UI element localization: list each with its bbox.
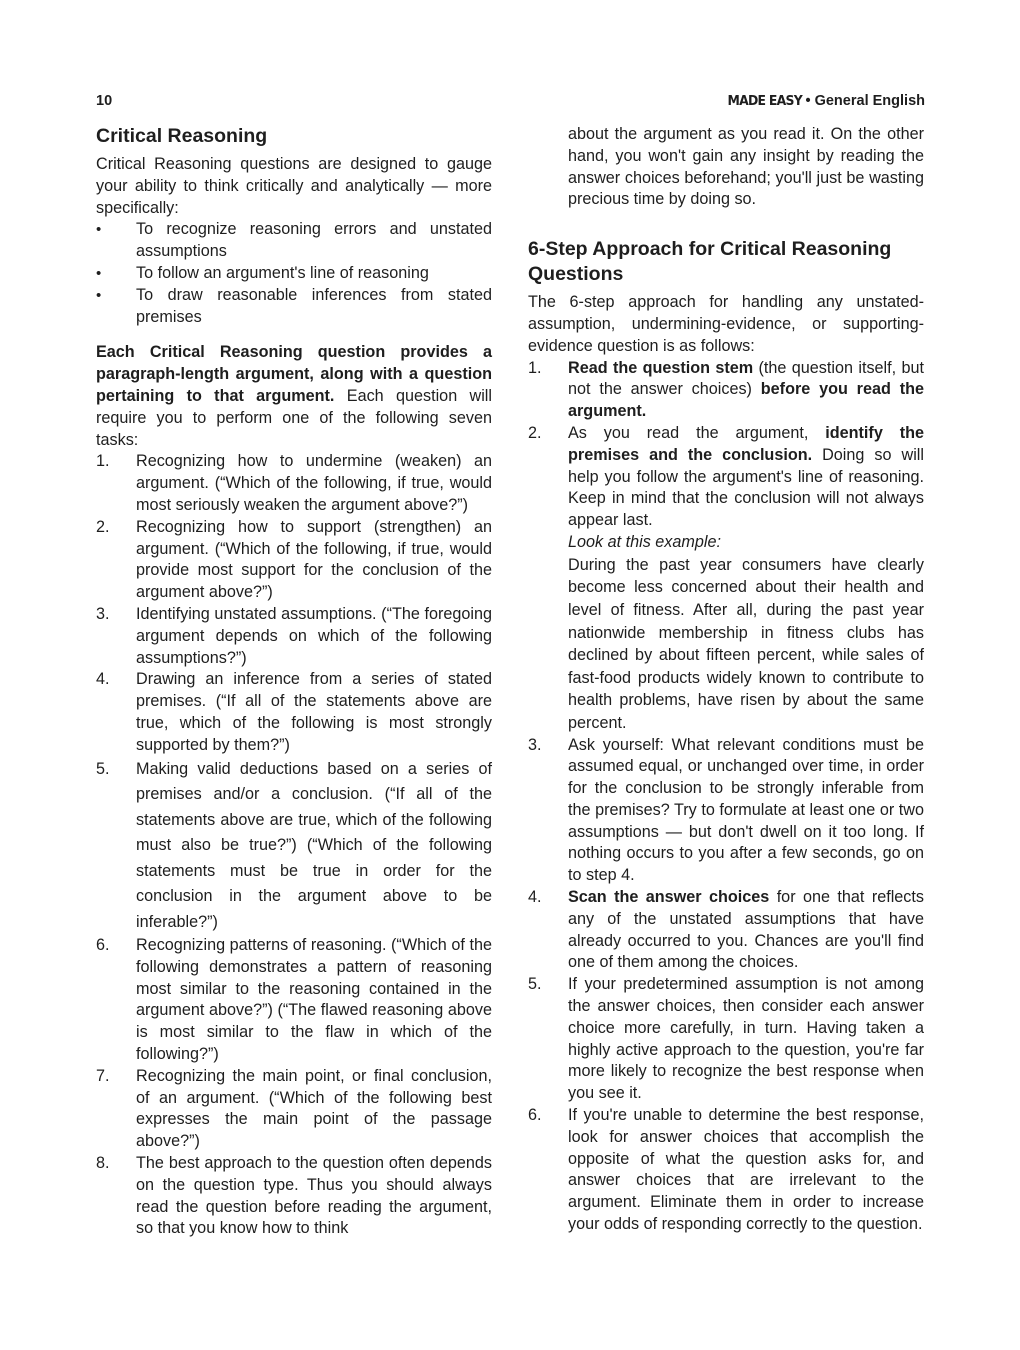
task-list	[96, 451, 492, 1240]
list-item: 5. If your predetermined assumption is not among the answer choices, then consider each answer choice more carefully, in turn. Having taken a highly active approach to the question, you're far more likely to recognize the best response when you see it.	[528, 975, 924, 1103]
bullet-icon: •	[96, 221, 102, 239]
list-item: 1. Read the question stem (the question itself, but not the answer choices) before you read the argument.	[528, 358, 925, 421]
list-item: • To draw reasonable inferences from stated premises	[96, 285, 492, 329]
list-item: 7. Recognizing the main point, or final conclusion, of an argument. (“Which of the following best expresses the main point of the passage above?”)	[96, 1066, 492, 1151]
list-item: 6. Recognizing patterns of reasoning. (“Which of the following demonstrates a pattern of reasoning most similar to the reasoning contained in the argument above?”) (“The flawed reasoning above is most similar to the flaw in which of the following?”)	[96, 936, 492, 1063]
list-item: 8. The best approach to the question often depends on the question type. Thus you should always read the question before reading the argument, so that you know how to think	[96, 1153, 492, 1238]
page-header	[96, 93, 925, 113]
list-item: 1. Recognizing how to undermine (weaken) an argument. (“Which of the following, if true, would most seriously weaken the argument above?”)	[96, 452, 492, 514]
list-item: 3. Ask yourself: What relevant conditions must be assumed equal, or unchanged over time, in order for the conclusion to be strongly inferable from the premises? Try to formulate at least one or two assumptions — but don't dwell on it too long. If nothing occurs to you after a few seconds, go on to step 4.	[528, 735, 924, 885]
bullet-icon: •	[96, 264, 102, 282]
intro-paragraph: The 6-step approach for handling any unstated-assumption, undermining-evidence, or supporting-evidence question is as follows:	[528, 293, 924, 355]
running-head	[721, 93, 925, 109]
tasks-intro-paragraph: Each Critical Reasoning question provides a paragraph-length argument, along with a question pertaining to that argument. Each question will require you to perform one of the following seven tasks:	[96, 343, 492, 449]
intro-paragraph: Critical Reasoning questions are designed to gauge your ability to think critically and analytically — more specifically:	[96, 155, 492, 217]
section-title: 6-Step Approach for Critical Reasoning Questions	[528, 238, 892, 286]
separator-dot: •	[805, 93, 811, 109]
bullet-list	[96, 219, 492, 328]
brand-name: MADE EASY	[727, 93, 802, 109]
list-item: • To follow an argument's line of reasoning	[96, 263, 492, 285]
list-item: 6. If you're unable to determine the best response, look for answer choices that accomplish the opposite of what the question asks for, and answer choices that are irrelevant to the argument. Eliminate them in order to increase your odds of responding correctly to the question.	[528, 1106, 924, 1234]
list-item: 4. Scan the answer choices for one that reflects any of the unstated assumptions that have already occurred to you. Chances are you'll find one of them among the choices.	[528, 888, 924, 972]
list-item: 4. Drawing an inference from a series of stated premises. (“If all of the statements above are true, which of the following is most strongly supported by them?”)	[96, 670, 492, 754]
section-title: Critical Reasoning	[96, 125, 268, 147]
example-text: During the past year consumers have clearly become less concerned about their health and level of fitness. After all, during the past year nationwide membership in fitness clubs has declined by about fifteen percent, while sales of fast-food products widely known to contribute to health problems, have risen by about the same percent.	[568, 555, 924, 732]
list-item: 2. As you read the argument, identify the premises and the conclusion. Doing so will help you follow the argument's line of reasoning. Keep in mind that the conclusion will not always appear last. Look at this example: During the past year consumers have clearly become less concerned about their health and level of fitness. After all, during the past year nationwide membership in fitness clubs has declined by about fifteen percent, while sales of fast-food products widely known to contribute to health problems, have risen by about the same percent.	[528, 423, 924, 735]
bullet-icon: •	[96, 286, 102, 304]
book-title: General English	[814, 93, 925, 109]
list-item: 2. Recognizing how to support (strengthen) an argument. (“Which of the following, if true, would provide most support for the conclusion of the argument above?”)	[96, 517, 492, 602]
continuation-paragraph: about the argument as you read it. On the other hand, you won't gain any insight by reading the answer choices beforehand; you'll just be wasting precious time by doing so.	[568, 125, 924, 209]
right-column	[528, 124, 924, 1236]
left-column	[96, 124, 492, 1240]
list-item: 3. Identifying unstated assumptions. (“The foregoing argument depends on which of the following assumptions?”)	[96, 604, 492, 667]
step-list	[528, 358, 924, 1236]
page-number: 10	[96, 93, 113, 109]
list-item: • To recognize reasoning errors and unstated assumptions	[96, 219, 492, 263]
list-item: 5. Making valid deductions based on a series of premises and/or a conclusion. (“If all of the statements above are true, which of the following must also be true?”) (“Which of the following statements must be true in order for the conclusion in the argument above to be inferable?”)	[96, 759, 492, 931]
example-label: Look at this example:	[568, 532, 721, 551]
